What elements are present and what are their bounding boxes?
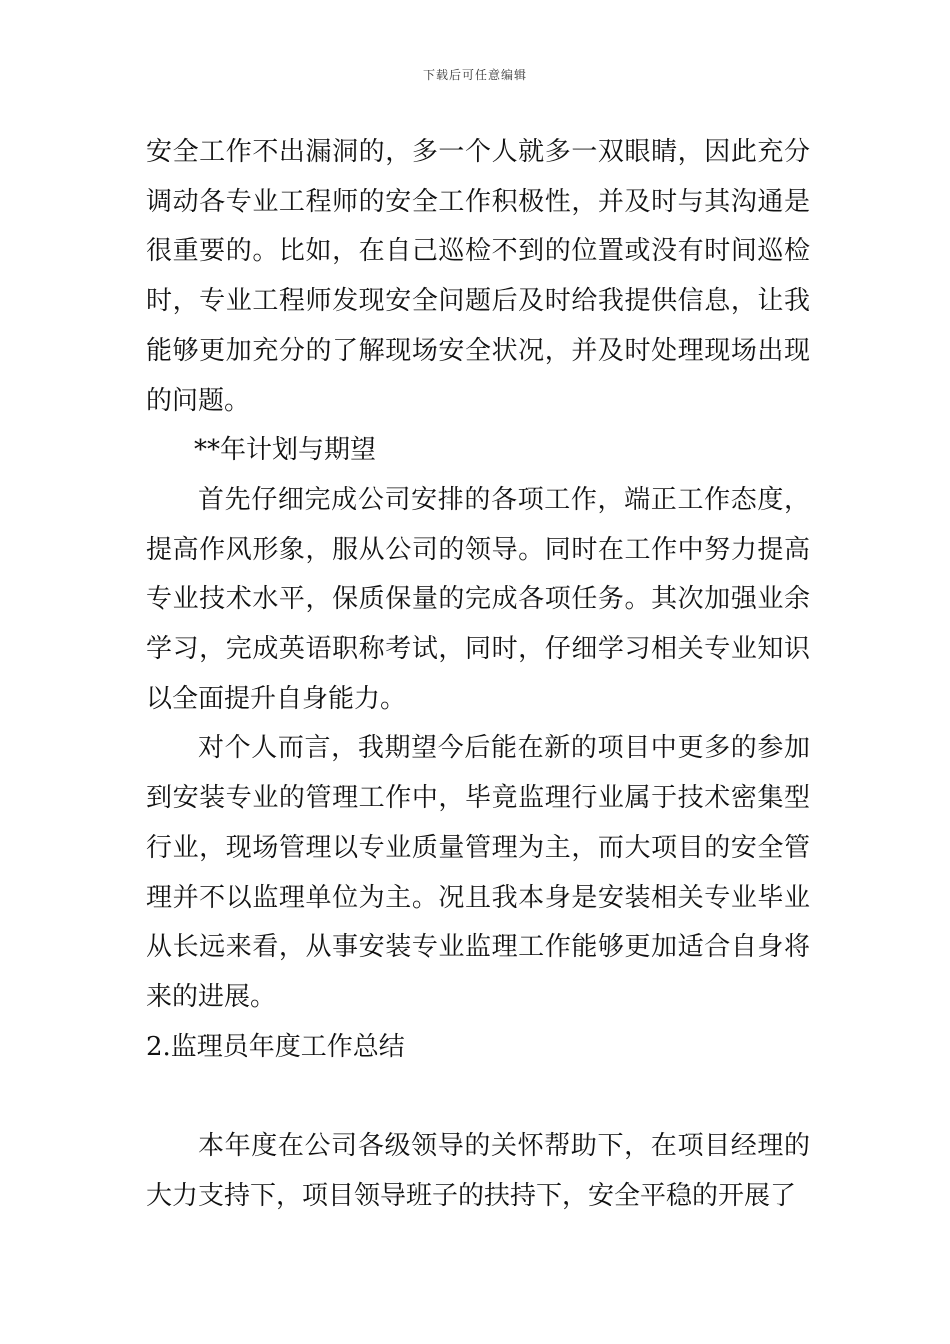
document-body bbox=[146, 128, 810, 1221]
section-heading-plan: **年计划与期望 bbox=[194, 435, 377, 466]
page-header: 下载后可任意编辑 bbox=[422, 68, 527, 82]
paragraph-annual-summary-intro: 本年度在公司各级领导的关怀帮助下，在项目经理的大力支持下，项目领导班子的扶持下，安全平稳的开展了 bbox=[146, 1131, 810, 1211]
paragraph-safety-cooperation: 安全工作不出漏洞的，多一个人就多一双眼睛，因此充分调动各专业工程师的安全工作积极性，并及时与其沟通是很重要的。比如，在自己巡检不到的位置或没有时间巡检时，专业工程师发现安全问题后及时给我提供信息，让我能够更加充分的了解现场安全状况，并及时处理现场出现的问题。 bbox=[146, 137, 810, 416]
paragraph-personal-expectation: 对个人而言，我期望今后能在新的项目中更多的参加到安装专业的管理工作中，毕竟监理行业属于技术密集型行业，现场管理以专业质量管理为主，而大项目的安全管理并不以监理单位为主。况且我本身是安装相关专业毕业从长远来看，从事安装专业监理工作能够更加适合自身将来的进展。 bbox=[146, 733, 810, 1012]
blank-line bbox=[146, 1072, 810, 1122]
paragraph-work-plan: 首先仔细完成公司安排的各项工作，端正工作态度，提高作风形象，服从公司的领导。同时在工作中努力提高专业技术水平，保质保量的完成各项任务。其次加强业余学习，完成英语职称考试，同时，仔细学习相关专业知识以全面提升自身能力。 bbox=[146, 484, 810, 714]
section-heading-annual-summary: 2.监理员年度工作总结 bbox=[146, 1031, 405, 1062]
